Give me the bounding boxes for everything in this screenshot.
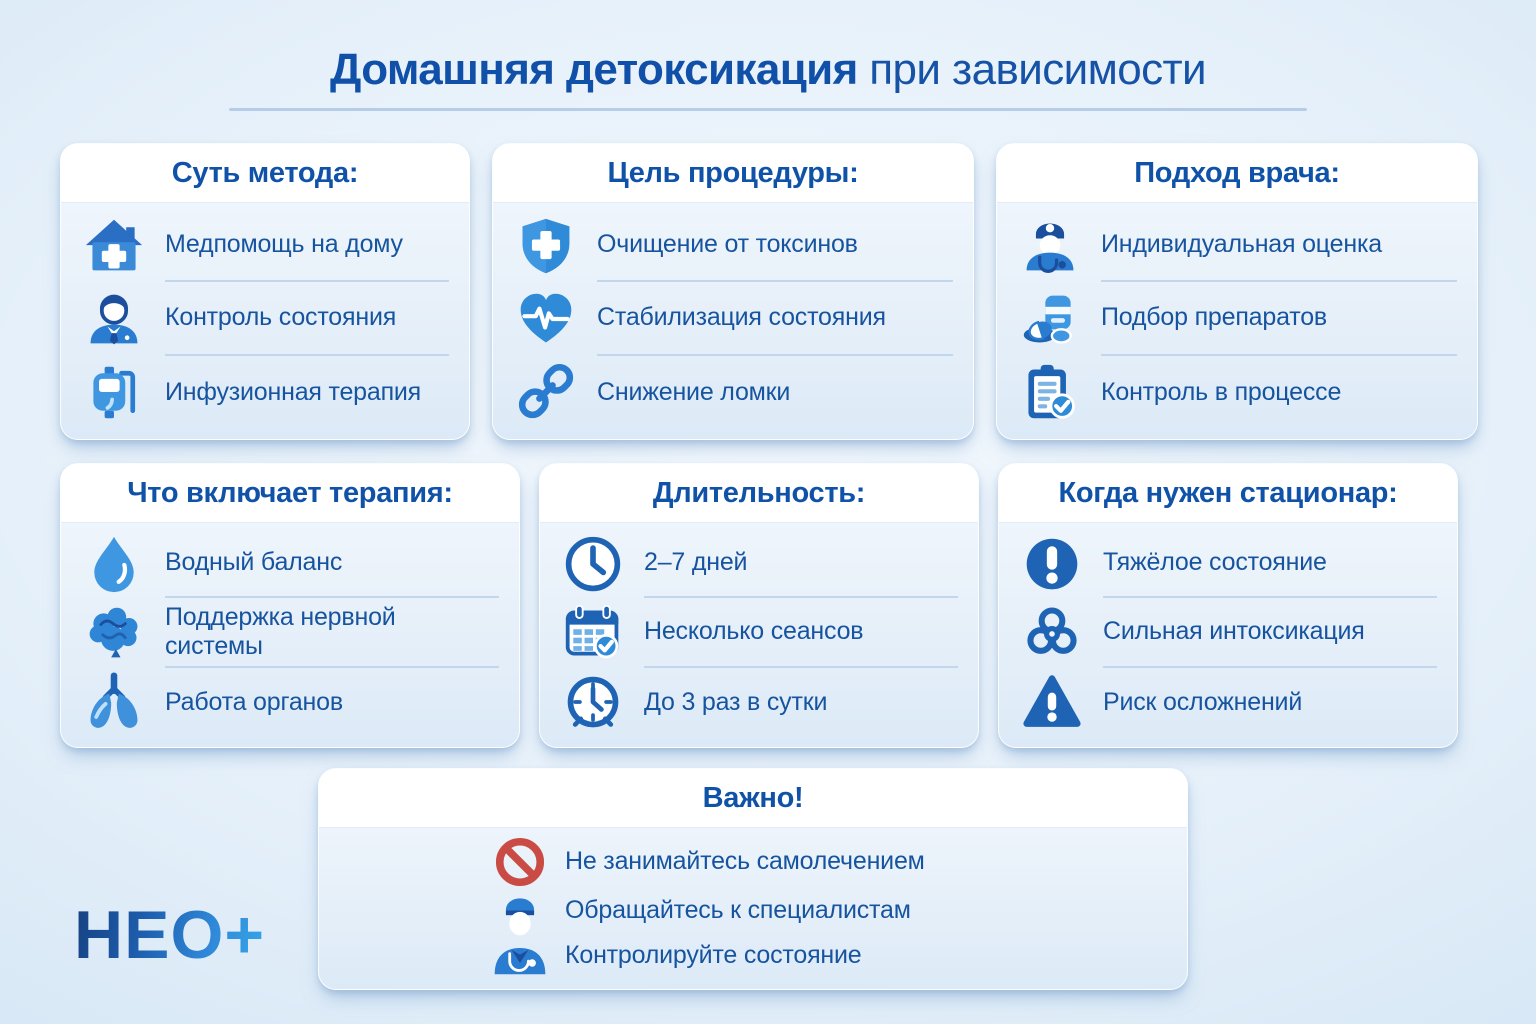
brand-logo [74, 896, 265, 974]
card-row-2 [60, 463, 1458, 748]
item-label: Контроль состояния [165, 282, 449, 355]
chain-link-icon [515, 361, 577, 423]
list-item [562, 529, 958, 598]
item-label: Подбор препаратов [1101, 282, 1457, 355]
item-label: Не занимайтесь самолечением [565, 847, 925, 875]
shield-cross-icon [515, 215, 577, 277]
list-item [1021, 598, 1437, 667]
exclamation-circle-icon [1021, 533, 1083, 595]
card-title: Суть метода: [171, 157, 359, 189]
item-label: Контроль в процессе [1101, 377, 1342, 406]
title-block [0, 0, 1536, 111]
card-body [61, 523, 519, 747]
list-item [562, 668, 958, 737]
card-procedure-goal [492, 143, 974, 440]
item-label: Контролируйте состояние [565, 940, 862, 969]
list-item [1021, 668, 1437, 737]
card-important [318, 768, 1188, 990]
list-item [562, 598, 958, 667]
list-item [1019, 356, 1457, 429]
list-item [83, 356, 449, 429]
list-item [83, 598, 499, 667]
item-label: Риск осложнений [1103, 687, 1303, 716]
doctor-cap-icon [1019, 215, 1081, 277]
brain-icon [83, 602, 145, 664]
page-title-regular: при зависимости [857, 45, 1207, 94]
item-label: Поддержка нервной системы [165, 598, 499, 667]
card-header [61, 464, 519, 523]
card-title: Что включает терапия: [127, 477, 453, 509]
list-item [1019, 209, 1457, 282]
card-header [493, 144, 973, 203]
list-item [83, 668, 499, 737]
card-body [493, 203, 973, 439]
surgeon-icon [490, 889, 550, 977]
clock-icon [562, 533, 624, 595]
card-header [997, 144, 1477, 203]
calendar-check-icon [562, 602, 624, 664]
list-item [515, 209, 953, 282]
item-label: Медпомощь на дому [165, 209, 449, 282]
item-label: Индивидуальная оценка [1101, 209, 1457, 282]
item-label: Сильная интоксикация [1103, 598, 1437, 667]
biohazard-icon [1021, 602, 1083, 664]
card-body [319, 828, 1187, 989]
list-item [515, 282, 953, 355]
pills-icon [1019, 288, 1081, 350]
warning-triangle-icon [1021, 671, 1083, 733]
card-title: Когда нужен стационар: [1058, 477, 1398, 509]
brand-logo-text: НЕО+ [74, 897, 266, 973]
item-label: Снижение ломки [597, 377, 791, 406]
heart-pulse-icon [515, 288, 577, 350]
list-item [1019, 282, 1457, 355]
list-item [83, 209, 449, 282]
page-title-bold: Домашняя детоксикация [329, 45, 858, 94]
card-method-essence [60, 143, 470, 440]
card-row-1 [60, 143, 1478, 440]
item-label: Тяжёлое состояние [1103, 529, 1437, 598]
list-item [515, 356, 953, 429]
card-header [61, 144, 469, 203]
doctor-icon [83, 288, 145, 350]
card-title: Подход врача: [1134, 157, 1340, 189]
card-body [999, 523, 1457, 747]
card-header [319, 769, 1187, 828]
card-hospital-needed [998, 463, 1458, 748]
item-label: Очищение от токсинов [597, 209, 953, 282]
card-duration [539, 463, 979, 748]
iv-bag-icon [83, 361, 145, 423]
item-label: До 3 раз в сутки [644, 687, 828, 716]
card-title: Цель процедуры: [607, 157, 859, 189]
water-drop-icon [83, 533, 145, 595]
item-label: Работа органов [165, 687, 343, 716]
title-divider [229, 108, 1307, 111]
card-header [999, 464, 1457, 523]
card-doctor-approach [996, 143, 1478, 440]
item-label: Инфузионная терапия [165, 377, 422, 406]
item-label: Водный баланс [165, 529, 499, 598]
page-title [0, 46, 1536, 94]
card-title: Важно! [702, 782, 804, 814]
card-header [540, 464, 978, 523]
item-label: 2–7 дней [644, 529, 958, 598]
card-body [997, 203, 1477, 439]
card-title: Длительность: [652, 477, 866, 509]
clipboard-check-icon [1019, 361, 1081, 423]
lungs-icon [83, 671, 145, 733]
card-therapy-includes [60, 463, 520, 748]
alarm-clock-icon [562, 671, 624, 733]
no-entry-icon [493, 835, 547, 889]
item-label: Несколько сеансов [644, 598, 958, 667]
house-cross-icon [83, 215, 145, 277]
card-body [61, 203, 469, 439]
list-item [1021, 529, 1437, 598]
card-body [540, 523, 978, 747]
item-label: Стабилизация состояния [597, 282, 953, 355]
item-label: Обращайтесь к специалистам [565, 895, 911, 924]
list-item [83, 282, 449, 355]
list-item [83, 529, 499, 598]
